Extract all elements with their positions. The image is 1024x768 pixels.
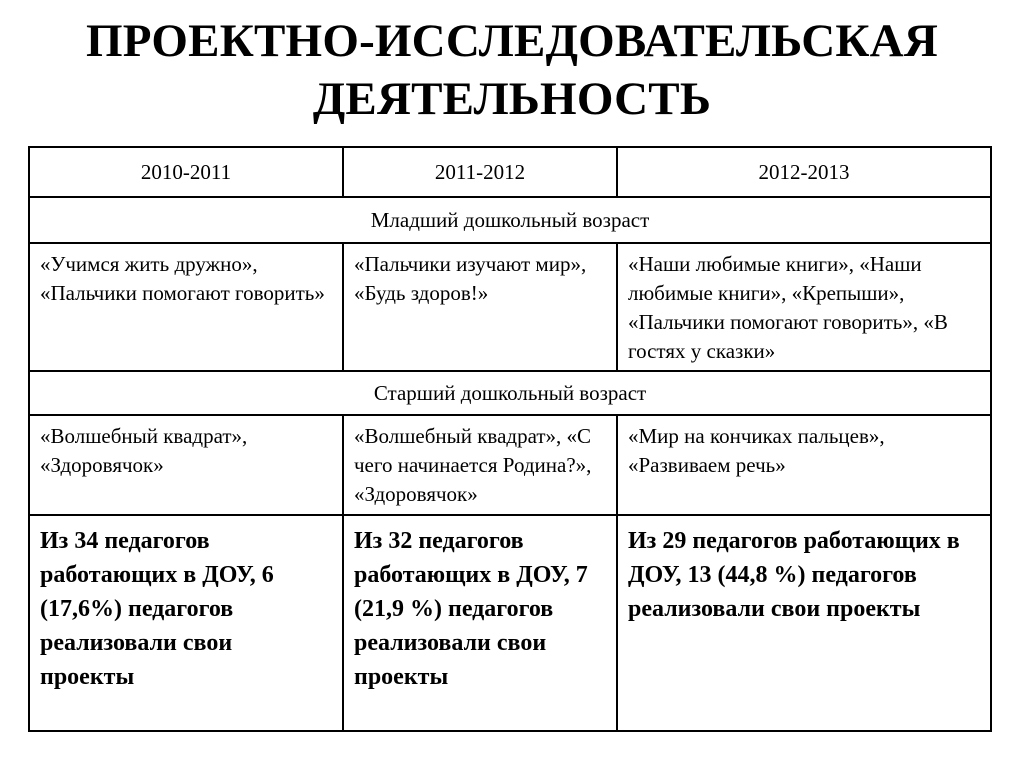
table-row-senior-projects bbox=[29, 415, 991, 515]
table-row-junior-projects bbox=[29, 243, 991, 371]
summary-cell: Из 32 педагогов работающих в ДОУ, 7 (21,9 %) педагогов реализовали свои проекты bbox=[343, 515, 617, 731]
year-header-cell: 2012-2013 bbox=[617, 147, 991, 197]
year-header-cell: 2010-2011 bbox=[29, 147, 343, 197]
summary-cell: Из 29 педагогов работающих в ДОУ, 13 (44,8 %) педагогов реализовали свои проекты bbox=[617, 515, 991, 731]
project-cell: «Учимся жить дружно», «Пальчики помогают говорить» bbox=[29, 243, 343, 371]
section-label-senior: Старший дошкольный возраст bbox=[29, 371, 991, 415]
section-label-junior: Младший дошкольный возраст bbox=[29, 197, 991, 243]
section-row-senior bbox=[29, 371, 991, 415]
slide-title-line-2: ДЕЯТЕЛЬНОСТЬ bbox=[312, 73, 712, 125]
projects-table bbox=[28, 146, 992, 732]
project-cell: «Пальчики изучают мир», «Будь здоров!» bbox=[343, 243, 617, 371]
slide-title-line-1: ПРОЕКТНО-ИССЛЕДОВАТЕЛЬСКАЯ bbox=[86, 15, 938, 67]
table-header-row bbox=[29, 147, 991, 197]
project-cell: «Волшебный квадрат», «Здоровячок» bbox=[29, 415, 343, 515]
year-header-cell: 2011-2012 bbox=[343, 147, 617, 197]
project-cell: «Наши любимые книги», «Наши любимые книги», «Крепыши», «Пальчики помогают говорить», «В гостях у сказки» bbox=[617, 243, 991, 371]
table-row-summary bbox=[29, 515, 991, 731]
project-cell: «Волшебный квадрат», «С чего начинается Родина?», «Здоровячок» bbox=[343, 415, 617, 515]
slide-title bbox=[0, 12, 1024, 128]
section-row-junior bbox=[29, 197, 991, 243]
project-cell: «Мир на кончиках пальцев», «Развиваем речь» bbox=[617, 415, 991, 515]
summary-cell: Из 34 педагогов работающих в ДОУ, 6 (17,6%) педагогов реализовали свои проекты bbox=[29, 515, 343, 731]
